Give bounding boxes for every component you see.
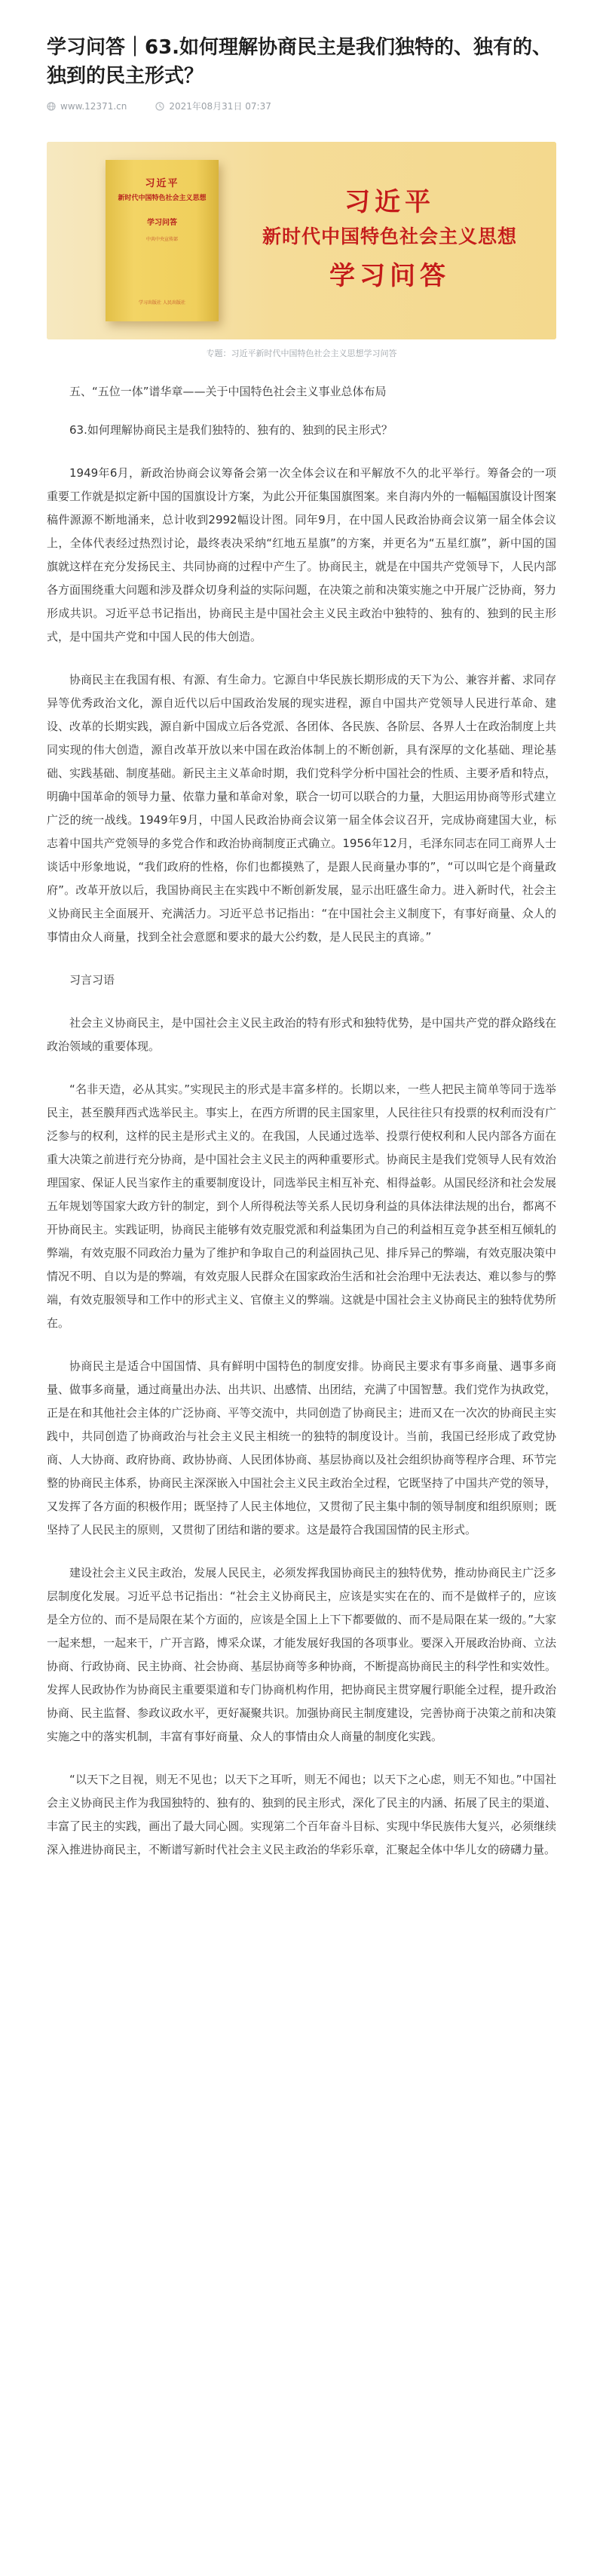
banner-heading-3: 学习问答 bbox=[329, 261, 450, 291]
paragraph: 协商民主是适合中国国情、具有鲜明中国特色的制度安排。协商民主要求有事多商量、遇事多商量、做事多商量，通过商量出办法、出共识、出感情、出团结，充满了中国智慧。我们党作为执政党，正是在和其他社会主体的广泛协商、平等交流中，共同创造了协商民主；进而又在一次次的协商民主实践中，共同创造了协商政治与社会主义民主相统一的独特的制度设计。当前，我国已经形成了政党协商、人大协商、政府协商、政协协商、人民团体协商、基层协商以及社会组织协商等程序合理、环节完整的协商民主体系，协商民主深深嵌入中国社会主义民主政治全过程，它既坚持了中国共产党的领导，又发挥了各方面的积极作用；既坚持了人民主体地位，又贯彻了民主集中制的领导制度和组织原则；既坚持了人民民主的原则，又贯彻了团结和谐的要求。这是最符合我国国情的民主形式。 bbox=[47, 1359, 556, 1537]
article-body bbox=[47, 380, 556, 1881]
paragraph: 社会主义协商民主，是中国社会主义民主政治的特有形式和独特优势，是中国共产党的群众路线在政治领域的重要体现。 bbox=[47, 1016, 556, 1053]
source-link[interactable]: www.12371.cn bbox=[60, 100, 127, 112]
book-cover bbox=[106, 160, 219, 321]
paragraph: 建设社会主义民主政治，发展人民民主，必须发挥我国协商民主的独特优势，推动协商民主广泛多层制度化发展。习近平总书记指出：“社会主义协商民主，应该是实实在在的、而不是做样子的，应该是全方位的、而不是局限在某个方面的，应该是全国上上下下都要做的、而不是局限在某一级的。”大家一起来想，一起来干，广开言路，博采众谋，才能发展好我国的各项事业。要深入开展政治协商、立法协商、行政协商、民主协商、社会协商、基层协商等多种协商，不断提高协商民主的科学性和实效性。发挥人民政协作为协商民主重要渠道和专门协商机构作用，把协商民主贯穿履行职能全过程，提升政治协商、民主监督、参政议政水平，更好凝聚共识。加强协商民主制度建设，完善协商于决策之前和决策实施之中的落实机制，丰富有事好商量、众人的事情由众人商量的制度化实践。 bbox=[47, 1566, 556, 1743]
question-heading: 63.如何理解协商民主是我们独特的、独有的、独到的民主形式？ bbox=[69, 423, 393, 437]
date-meta bbox=[155, 100, 271, 112]
book-subtitle: 学习问答 bbox=[147, 219, 177, 227]
paragraph: “以天下之目视，则无不见也；以天下之耳听，则无不闻也；以天下之心虑，则无不知也。”中国社会主义协商民主作为我国独特的、独有的、独到的民主形式，深化了民主的内涵、拓展了民主的渠道、丰富了民主的实践，画出了最大同心圆。实现第二个百年奋斗目标、实现中华民族伟大复兴，必须继续深入推进协商民主，不断谱写新时代社会主义民主政治的华彩乐章，汇聚起全体中华儿女的磅礴力量。 bbox=[47, 1773, 556, 1856]
paragraph: 协商民主在我国有根、有源、有生命力。它源自中华民族长期形成的天下为公、兼容并蓄、求同存异等优秀政治文化，源自近代以后中国政治发展的现实进程，源自中国共产党领导人民进行革命、建设、改革的长期实践，源自新中国成立后各党派、各团体、各民族、各阶层、各界人士在政治制度上共同实现的伟大创造，源自改革开放以来中国在政治体制上的不断创新，具有深厚的文化基础、理论基础、实践基础、制度基础。新民主主义革命时期，我们党科学分析中国社会的性质、主要矛盾和特点，明确中国革命的领导力量、依靠力量和革命对象，联合一切可以联合的力量，大胆运用协商等形式建立广泛的统一战线。1949年9月，中国人民政治协商会议第一届全体会议召开，完成协商建国大业，标志着中国共产党领导的多党合作和政治协商制度正式确立。1956年12月，毛泽东同志在同工商界人士谈话中形象地说，“我们政府的性格，你们也都摸熟了，是跟人民商量办事的”，“可以叫它是个商量政府”。改革开放以后，我国协商民主在实践中不断创新发展，显示出旺盛生命力。进入新时代，社会主义协商民主全面展开、充满活力。习近平总书记指出：“在中国社会主义制度下，有事好商量、众人的事情由众人商量，找到全社会意愿和要求的最大公约数，是人民民主的真谛。” bbox=[47, 673, 556, 944]
book-publisher: 学习出版社 人民出版社 bbox=[139, 300, 185, 305]
page-title: 学习问答｜63.如何理解协商民主是我们独特的、独有的、独到的民主形式？ bbox=[47, 36, 552, 88]
book-author: 习近平 bbox=[145, 178, 179, 189]
study-heading: 习言习语 bbox=[69, 973, 115, 987]
publish-date: 2021年08月31日 07:37 bbox=[169, 101, 271, 112]
section-heading: 五、“五位一体”谱华章——关于中国特色社会主义事业总体布局 bbox=[69, 385, 387, 398]
banner-image bbox=[47, 142, 556, 339]
clock-icon bbox=[155, 102, 164, 111]
paragraph: “名非天造，必从其实。”实现民主的形式是丰富多样的。长期以来，一些人把民主简单等同于选举民主，甚至膜拜西式选举民主。事实上，在西方所谓的民主国家里，人民往往只有投票的权利而没有广泛参与的权利，这样的民主是形式主义的。在我国，人民通过选举、投票行使权利和人民内部各方面在重大决策之前进行充分协商，是中国社会主义民主的两种重要形式。协商民主是我们党领导人民有效治理国家、保证人民当家作主的重要制度设计，同选举民主相互补充、相得益彰。从国民经济和社会发展五年规划等国家大政方针的制定，到个人所得税法等关系人民切身利益的具体法律法规的出台，都离不开协商民主。实践证明，协商民主能够有效克服党派和利益集团为自己的利益相互竞争甚至相互倾轧的弊端，有效克服不同政治力量为了维护和争取自己的利益固执己见、排斥异己的弊端，有效克服决策中情况不明、自以为是的弊端，有效克服人民群众在国家政治生活和社会治理中无法表达、难以参与的弊端，有效克服领导和工作中的形式主义、官僚主义的弊端。这就是中国社会主义协商民主的独特优势所在。 bbox=[47, 1082, 556, 1330]
book-title: 新时代中国特色社会主义思想 bbox=[118, 195, 207, 202]
banner-heading-1: 习近平 bbox=[344, 187, 435, 217]
source-meta bbox=[47, 101, 127, 112]
article-meta bbox=[47, 100, 300, 112]
banner-heading-2: 新时代中国特色社会主义思想 bbox=[262, 226, 517, 247]
globe-icon bbox=[47, 102, 56, 111]
book-department: 中共中央宣传部 bbox=[145, 237, 178, 242]
image-caption: 专题：习近平新时代中国特色社会主义思想学习问答 bbox=[206, 348, 397, 358]
paragraph: 1949年6月，新政治协商会议筹备会第一次全体会议在和平解放不久的北平举行。筹备会的一项重要工作就是拟定新中国的国旗设计方案，为此公开征集国旗图案。来自海内外的一幅幅国旗设计图案稿件源源不断地涌来，总计收到2992幅设计图。同年9月，在中国人民政治协商会议第一届全体会议上，全体代表经过热烈讨论，最终表决采纳“红地五星旗”的方案，并更名为“五星红旗”，新中国的国旗就这样在充分发扬民主、共同协商的过程中产生了。协商民主，就是在中国共产党领导下，人民内部各方面围绕重大问题和涉及群众切身利益的实际问题，在决策之前和决策实施之中开展广泛协商，努力形成共识。习近平总书记指出，协商民主是中国社会主义民主政治中独特的、独有的、独到的民主形式，是中国共产党和中国人民的伟大创造。 bbox=[47, 466, 556, 643]
